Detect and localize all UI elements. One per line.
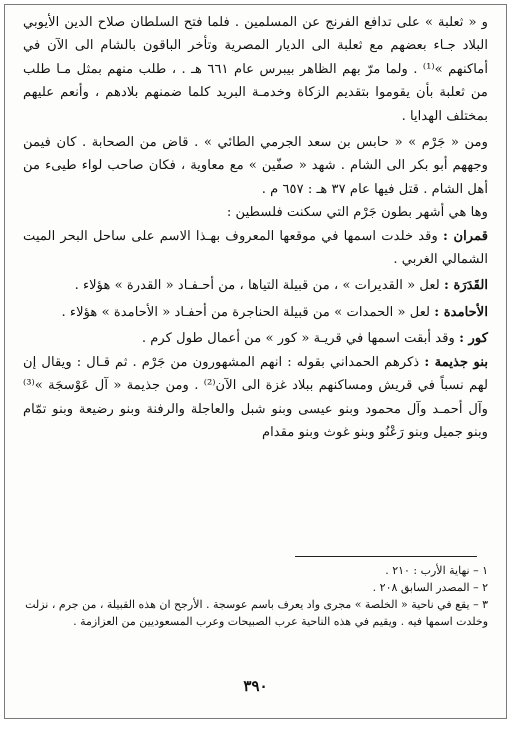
footnote-2: ٢ – المصدر السابق ٢٠٨ .	[372, 581, 488, 594]
entry-label: قمران :	[443, 228, 488, 244]
scanned-page	[4, 4, 507, 719]
entry-text: لعل « القديرات » ، من قبيلة التياها ، من أحـفـاد « القدرة » هؤلاء .	[74, 278, 444, 294]
entry-text: ذكرهم الحمداني بقوله : انهم المشهورون من جَرْم . ثم قـال : ويقال إن لهم نسباً في قريش ومساكنهم ببلاد غزة الى الآن⁽²⁾ . ومن جذيمة « آل عَوْسجَة »⁽³⁾ وآل أحمـد وآل محمود وبنو عيسى وبنو شبل والعاجلة والرفنة وبنو رضيعة وبنو تمّام وبنو جميل وبنو رَعْنُو وبنو غوث وبنو مقدام	[23, 354, 488, 440]
entry-text: لعل « الحمدات » من قبيلة الحناجرة من أحفـاد « الأحامدة » هؤلاء .	[61, 304, 435, 320]
entry-label: الأحامدة :	[434, 304, 488, 320]
footnote-3: ٣ – يقع في ناحية « الخلصة » مجرى واد يعرف باسم عوسجة . الأرجح ان هذه القبيلة ، من جرم ، نزلت وخلدت اسمها فيه . ويقيم في هذه الناحية عرب الصبيحات وعرب المسعوديين من العزازمة .	[25, 598, 488, 628]
entry-text: وقد خلدت اسمها في موقعها المعروف بهـذا الاسم على ساحل البحر الميت الشمالي الغربي .	[23, 228, 488, 268]
entry-qadara	[23, 274, 488, 297]
footnotes	[23, 562, 488, 630]
entry-text: وقد أبقت اسمها في قريـة « كور » من أعمال طول كرم .	[141, 331, 460, 347]
paragraph-habis: ومن « جَرْم » « حابس بن سعد الجرمي الطائي » . قاض من الصحابة . كان فيمن وجههم أبو بكر الى الشام . شهد « صفّين » مع معاوية ، فكان صاحب لواء طيىء من أهل الشام . قتل فيها عام ٣٧ هـ : ٦٥٧ م .	[23, 135, 488, 197]
entry-ahamida	[23, 301, 488, 324]
paragraph-intro-clans: وها هي أشهر بطون جَرْم التي سكنت فلسطين :	[226, 205, 488, 221]
entry-qumran	[23, 225, 488, 272]
paragraph-tha-laba: و « ثعلبة » على تدافع الفرنج عن المسلمين . فلما فتح السلطان صلاح الدين الأيوبي البلاد جـاء بعضهم مع ثعلبة الى الديار المصرية وتأخر الباقون بالشام الى الآن في أماكنهم »⁽¹⁾ . ولما مرّ بهم الظاهر بيبرس عام ٦٦١ هـ . ، طلب منهم بمثل مـا طلب من ثعلبة بأن يقوموا بتقديم الزكاة وخدمـة البريد كلما ضمنهم بلادهم ، وأنعم عليهم بمختلف الهدايا .	[23, 15, 488, 124]
footnote-divider	[295, 556, 477, 557]
page-number: ٣٩٠	[243, 677, 268, 695]
body-text	[23, 11, 488, 444]
entry-label: بنو جذيمة :	[424, 354, 489, 370]
entry-label: القَدَرَة :	[443, 278, 488, 294]
entry-bani-jadhima	[23, 351, 488, 445]
entry-label: كور :	[459, 331, 488, 347]
entry-kur	[23, 327, 488, 350]
footnote-1: ١ – نهاية الأرب : ٢١٠ .	[385, 564, 488, 577]
